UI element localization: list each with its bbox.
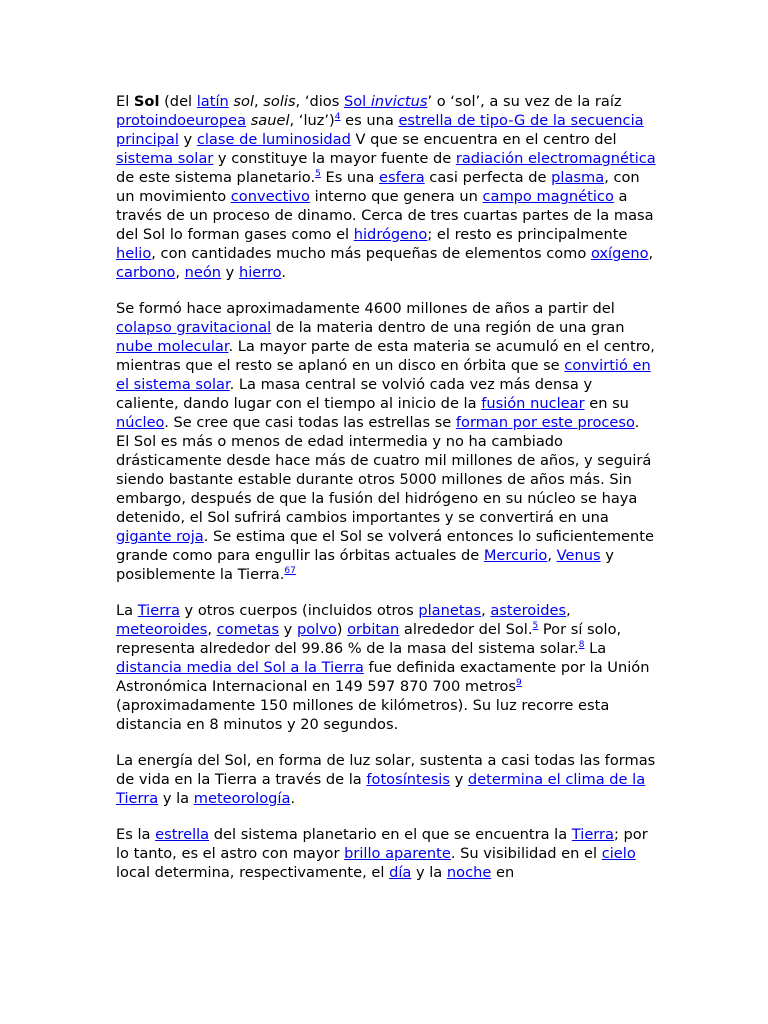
wiki-link[interactable]: campo magnético [482,188,614,205]
wiki-link[interactable]: carbono [116,264,176,281]
wiki-link[interactable]: cometas [216,621,280,638]
wiki-link[interactable]: determina el clima de la Tierra [116,771,646,807]
text-run: , con un movimiento [116,169,640,205]
text-run: fue definida exactamente por la Unión Astronómica Internacional en 149 597 870 700 metros [116,659,650,695]
text-run: y [279,621,297,638]
bold-term: Sol [133,93,160,110]
text-run: , [648,245,654,262]
wiki-link[interactable] [371,93,428,110]
text-run: V que se encuentra en el centro del [350,131,617,148]
text-run: . [290,790,296,807]
text-run: . Su visibilidad en el [450,845,602,862]
footnote-link[interactable]: 9 [516,678,522,688]
article-paragraph [116,299,656,584]
wiki-link[interactable]: fusión nuclear [481,395,585,412]
wiki-link[interactable]: hidrógeno [353,226,428,243]
wiki-link[interactable]: esfera [379,169,425,186]
text-run: El [116,93,134,110]
wiki-link[interactable]: Mercurio [483,547,548,564]
text-run: y la [158,790,194,807]
text-run: del sistema planetario en el que se encuentra la [209,826,572,843]
text-run: . El Sol es más o menos de edad intermedia y no ha cambiado drásticamente desde hace más de cuatro mil millones de años, y seguirá siendo bastante estable durante otros 5000 millones de años más. Sin embargo, después de que la fusión del hidrógeno en su núcleo se haya detenido, el Sol sufrirá cambios importantes y se convertirá en una [116,414,652,526]
article-paragraph [116,92,656,282]
text-run: , [481,602,491,619]
wiki-link[interactable]: polvo [296,621,337,638]
text-run: (aproximadamente 150 millones de kilómetros). Su luz recorre esta distancia en 8 minutos y 20 segundos. [116,697,610,733]
wiki-link[interactable]: helio [116,245,152,262]
text-run: , ‘luz’) [289,112,335,129]
text-run: . [281,264,286,281]
text-run: ; por lo tanto, es el astro con mayor [116,826,648,862]
text-run: ’ o ‘sol’, a su vez de la raíz [427,93,622,110]
text-run: . La masa central se volvió cada vez más densa y caliente, dando lugar con el tiempo al inicio de la [116,376,593,412]
text-run: . Se cree que casi todas las estrellas se [164,414,456,431]
text-run: , con cantidades mucho más pequeñas de elementos como [151,245,591,262]
text-run: La [116,602,138,619]
wiki-link[interactable]: latín [196,93,229,110]
wiki-link[interactable]: orbitan [347,621,400,638]
wiki-link[interactable]: meteoroides [116,621,208,638]
wiki-link[interactable]: convirtió en el sistema solar [116,357,651,393]
footnote-link[interactable]: 4 [334,112,341,122]
text-run: alrededor del Sol. [399,621,533,638]
wiki-link[interactable]: protoindoeuropea [116,112,247,129]
wiki-link[interactable]: sistema solar [116,150,214,167]
article-paragraph [116,601,656,734]
text-run: , [254,93,264,110]
text-run: , [566,602,571,619]
text-run: La energía del Sol, en forma de luz solar, sustenta a casi todas las formas de vida en la Tierra a través de la [116,752,656,788]
text-run: (del [159,93,197,110]
wiki-link[interactable]: fotosíntesis [366,771,450,788]
wiki-link[interactable]: estrella de tipo-G de la secuencia principal [116,112,644,148]
wiki-link[interactable]: hierro [238,264,282,281]
footnote-link[interactable]: 5 [532,621,539,631]
text-run: . La mayor parte de esta materia se acumuló en el centro, mientras que el resto se aplanó en un disco en órbita que se [116,338,655,374]
wiki-link[interactable]: planetas [418,602,482,619]
text-run: Se formó hace aproximadamente 4600 millones de años a partir del [116,300,615,317]
italic-term: invictus [370,93,428,110]
text-run: y [449,771,468,788]
wiki-link[interactable]: estrella [155,826,210,843]
text-run: y la [411,864,447,881]
wiki-link[interactable]: gigante roja [116,528,204,545]
article-paragraph [116,751,656,808]
text-run: , [175,264,185,281]
wiki-link[interactable]: día [389,864,412,881]
text-run: y [178,131,197,148]
wiki-link[interactable]: clase de luminosidad [196,131,351,148]
text-run: interno que genera un [309,188,483,205]
text-run: en [491,864,515,881]
wiki-link[interactable]: plasma [551,169,605,186]
wiki-link[interactable]: oxígeno [590,245,649,262]
wiki-link[interactable]: Tierra [571,826,614,843]
text-run: , [547,547,557,564]
wiki-link[interactable]: meteorología [193,790,291,807]
italic-term: sol [233,93,255,110]
text-run: y [221,264,239,281]
wiki-link[interactable]: forman por este proceso [455,414,635,431]
wiki-link[interactable]: asteroides [490,602,567,619]
wiki-link[interactable]: núcleo [116,414,165,431]
wiki-link[interactable]: Venus [556,547,601,564]
text-run: , ‘dios [295,93,344,110]
wiki-link[interactable]: cielo [601,845,636,862]
text-run: y constituye la mayor fuente de [213,150,456,167]
wiki-link[interactable]: Tierra [137,602,180,619]
text-run: y posiblemente la Tierra. [116,547,614,583]
footnote-ref [284,566,295,576]
text-run: de este sistema planetario. [116,169,316,186]
text-run: de la materia dentro de una región de una gran [271,319,625,336]
text-run: en su [584,395,629,412]
article-body [116,92,656,899]
text-run: a través de un proceso de dinamo. Cerca de tres cuartas partes de la masa del Sol lo forman gases como el [116,188,654,243]
italic-term: sauel [250,112,290,129]
text-run: , [207,621,217,638]
text-run: local determina, respectivamente, el [116,864,390,881]
wiki-link[interactable]: brillo aparente [344,845,451,862]
text-run: . Se estima que el Sol se volverá entonces lo suficientemente grande como para engullir las órbitas actuales de [116,528,654,564]
italic-term: solis [263,93,296,110]
wiki-link[interactable]: neón [184,264,222,281]
text-run: La [584,640,607,657]
wiki-link[interactable]: Sol [343,93,371,110]
text-run: Es la [116,826,156,843]
footnote-link[interactable]: 8 [578,640,585,650]
text-run: casi perfecta de [424,169,552,186]
wiki-link[interactable]: nube molecular [116,338,229,355]
text-run: es una [340,112,399,129]
wiki-link[interactable]: convectivo [230,188,310,205]
text-run: Por sí solo, representa alrededor del 99.86 % de la masa del sistema solar. [116,621,622,657]
wiki-link[interactable]: radiación electromagnética [455,150,656,167]
footnote-link[interactable]: 67 [284,566,296,576]
wiki-link[interactable]: colapso gravitacional [116,319,272,336]
wiki-link[interactable]: distancia media del Sol a la Tierra [116,659,364,676]
text-run: ; el resto es principalmente [427,226,628,243]
wiki-link[interactable]: noche [446,864,492,881]
text-run: ) [336,621,348,638]
article-paragraph [116,825,656,882]
text-run: Es una [320,169,380,186]
footnote-link[interactable]: 5 [315,169,321,179]
footnote-ref [516,678,522,688]
text-run: y otros cuerpos (incluidos otros [179,602,419,619]
